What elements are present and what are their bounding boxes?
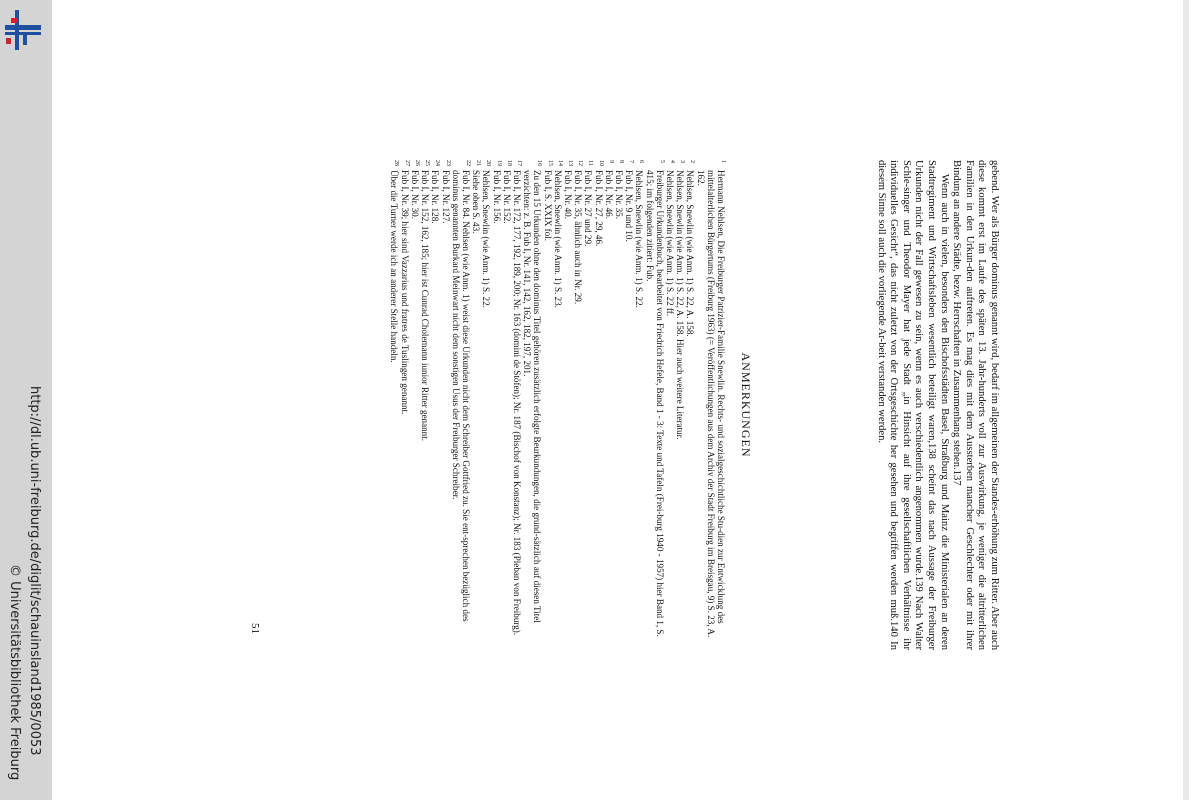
footnote [471,160,481,650]
footnote [481,160,491,650]
footnote-number: 10 [597,160,604,166]
body-text [874,160,1000,650]
footnote-text: Fub I, Nr. 128. [430,170,441,224]
footnote [634,160,644,650]
footnote-number: 13 [566,160,573,166]
sidebar [0,0,52,800]
footnote-number: 28 [393,160,400,166]
footnote-number: 12 [577,160,584,166]
footnote [420,160,430,650]
footnote-text: Zu den 15 Urkunden ohne den dominus Titel gehören zusätzlich erfolgte Beurkundungen, die grund-sätzlich auf diesen Titel verzichten: z. B. Fub I, Nr. 141, 142, 162, 182, 197, 201. [522,170,543,623]
footnote-number: 24 [434,160,441,166]
footnote-text: Fub I, S. XXIX fol. [542,170,553,241]
scanned-page [240,160,1000,660]
footnote-text: Fub I, Nr. 156. [491,170,502,224]
page-number: 51 [249,623,261,634]
footnote [430,160,440,650]
footnotes-list [389,160,726,650]
footnote-text: Über die Turner werde ich an anderer Stelle handeln. [389,170,400,363]
footnote-number: 22 [464,160,471,166]
footnote-text: Freiburger Urkundenbuch, bearbeitet von Friedrich Hefele, Band 1 - 3: Texte und Tafeln (Frei-burg 1940 - 1957) hier Band 1, S. 415; im folgenden zitiert: Fub. [644,170,665,637]
footnote-number: 19 [495,160,502,166]
footnote-number: 5 [658,160,665,163]
footnote-number: 20 [485,160,492,166]
document-url-link[interactable]: http://dl.ub.uni-freiburg.de/diglit/schauinsland1985/0053 [27,386,42,756]
footnote-text: Nehlsen, Snewlin (wie Anm. 1) S. 22, A. 158. Hier auch weitere Literatur. [675,170,686,440]
footnote-text: Fub I, Nr. 172, 177, 192, 189, 200; Nr. 163 (domini de Stöfen); Nr. 187 (Bischof von Konstanz); Nr. 183 (Pleban von Freiburg). [511,170,522,636]
footnote-number: 14 [556,160,563,166]
footnote [695,160,726,650]
footnote [665,160,675,650]
footnote [553,160,563,650]
footnote-text: Fub I, Nr. 39; hier sind Vazzarius und fratres de Tuslingen genannt. [399,170,410,415]
footnote-number: 2 [689,160,696,163]
footnote-text: Fub I, Nr. 46. [603,170,614,220]
footnote-text: Nehlsen, Snewlin (wie Anm. 1) S. 22, A. 158. [685,170,696,337]
right-edge-strip [1183,0,1189,800]
footnote-number: 25 [424,160,431,166]
footnote [644,160,664,650]
footnote-text: Fub I, Nr. 27 und 29. [583,170,594,247]
footnote-text: Fub I, Nr. 40. [562,170,573,220]
footnote [583,160,593,650]
footnote-number: 3 [679,160,686,163]
footnote [563,160,573,650]
footnote-text: Fub I, Nr. 152, 162, 185; hier ist Cunrad Cholemann iunior Ritter genannt. [420,170,431,442]
footnote-number: 27 [403,160,410,166]
footnote-number: 7 [628,160,635,163]
footnote [624,160,634,650]
footnote-number: 17 [515,160,522,166]
footnote [410,160,420,650]
footnote [604,160,614,650]
footnote [542,160,552,650]
footnote [491,160,501,650]
footnote [573,160,583,650]
university-logo-icon[interactable] [2,8,44,50]
footnote-number: 9 [607,160,614,163]
copyright-notice: © Universitätsbibliothek Freiburg [7,564,22,781]
footnote-text: Fub I, Nr. 30. [409,170,420,220]
footnote-text: Siehe oben S. 43. [471,170,482,234]
footnote-number: 1 [720,160,726,163]
footnote-text: Fub I, Nr. 152. [501,170,512,224]
footnote-number: 21 [475,160,482,166]
footnote [685,160,695,650]
footnote-text: Nehlsen, Snewlin (wie Anm. 1) S. 22. [634,170,645,308]
footnote-number: 8 [617,160,624,163]
footnote-number: 18 [505,160,512,166]
footnote-text: Fub I, Nr. 127. [440,170,451,224]
footnote-text: Fub I, Nr. 9 und 10. [624,170,635,242]
footnote-text: Fub I, Nr. 84. Nehlsen (wie Anm. 1) weist diese Urkunden nicht dem Schreiber Gottfried zu. Sie ent-sprechen bezüglich des dominus genannten Burkard Meinwart nicht dem sonstigen Usus der Freiburger Schreiber. [450,170,471,622]
footnote-number: 16 [536,160,543,166]
footnote [502,160,512,650]
footnote-text: Nehlsen, Snewlin (wie Anm. 1) S. 22. [481,170,492,308]
footnote [593,160,603,650]
footnote-text: Nehlsen, Snewlin (wie Anm. 1) S. 23. [552,170,563,308]
footnote [400,160,410,650]
footnote-text: Hermann Nehlsen, Die Freiburger Patrizier-Familie Snewlin. Rechts- und sozialgeschichtliche Stu-dien zur Entwicklung des mittelalterlichen Bürgertums (Freiburg 1963) (= Veröffentlichungen aus dem Archiv der Stadt Freiburg im Breisgau, 9) S. 23, A. 162. [695,170,726,638]
footnote [512,160,522,650]
paragraph: gebend. Wer als Bürger dominus genannt wird, bedarf im allgemeinen der Standes-erhöhung zum Ritter. Aber auch diese kommt erst im Laufe des späten 13. Jahr-hunderts voll zur Auswirkung, je weniger die altritterlichen Familien in den Urkun-den auftreten. Es mag dies mit dem Aussterben mancher Geschlechter oder mit ihrer Bindung an andere Städte, bezw. Herrschaften in Zusammenhang stehen.137 [951,160,1000,650]
footnote-text: Fub I, Nr. 35, ähnlich auch in Nr. 29. [573,170,584,305]
footnote [522,160,542,650]
footnote-number: 15 [546,160,553,166]
notes-heading: ANMERKUNGEN [739,352,753,458]
footnote-text: Fub I, Nr. 27, 29, 46. [593,170,604,247]
paragraph: Wenn auch in vielen, besonders den Bischofsstädten Basel, Straßburg und Mainz die Ministerialen an deren Stadtregiment und Wirtschaftsleben wesentlich beteiligt waren,138 scheint das nach Aussage der Freiburger Urkunden nicht der Fall gewesen zu sein, wenn es auch verschiedentlich angenommen wurde.139 Nach Walter Schle-singer und Theodor Mayer hat jede Stadt „in Hinsicht auf ihre gesellschaftlichen Verhältnisse ihr individuelles Gesicht“, das nicht zuletzt von der Ortsgeschichte her gesehen und begriffen werden muß.140 In diesem Sinne soll auch die vorliegende Ar-beit verstanden werden. [875,160,950,650]
footnote-number: 4 [668,160,675,163]
footnote [675,160,685,650]
footnote [451,160,471,650]
footnote-text: Nehlsen, Snewlin (wie Anm. 1) S. 22 ff. [664,170,675,317]
footnote-number: 26 [413,160,420,166]
footnote-text: Fub I, Nr. 35. [613,170,624,220]
footnote-number: 11 [587,160,594,166]
footnote [614,160,624,650]
footnote-number: 6 [638,160,645,163]
footnote [440,160,450,650]
footnote-number: 23 [444,160,451,166]
footnote [389,160,399,650]
